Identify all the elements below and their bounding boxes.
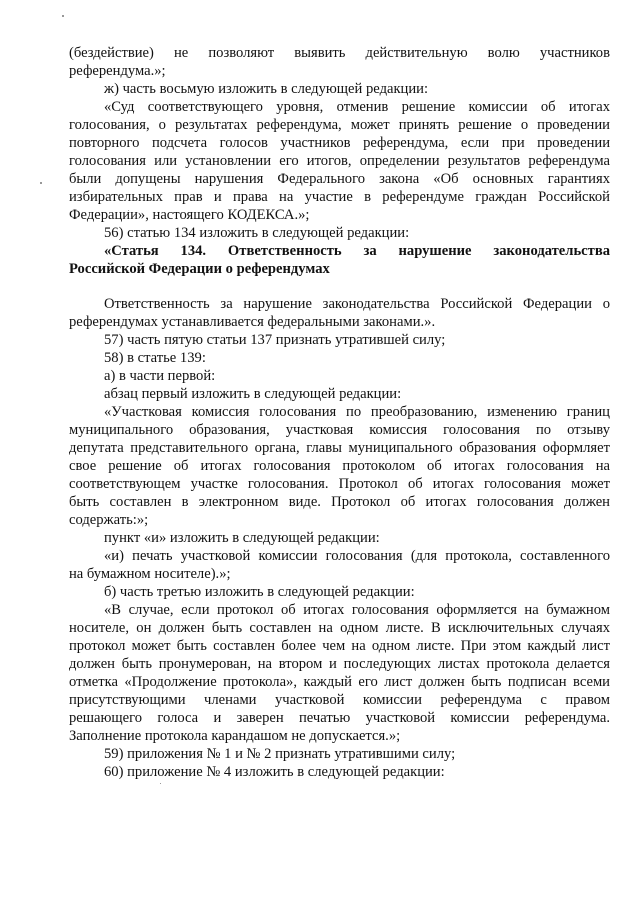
text-line: а) в части первой: xyxy=(104,368,216,384)
text-line: избирательных прав и права на участие в референдуме граждан Российской xyxy=(69,189,610,205)
text-line: на бумажном носителе).»; xyxy=(69,566,231,582)
text-line: абзац первый изложить в следующей редакции: xyxy=(104,386,402,402)
text-line: голосования или установлении его итогов, определении результатов референдума xyxy=(69,153,610,169)
text-line: свое решение об итогах голосования протоколом об итогах голосования на xyxy=(69,458,610,474)
text-line: депутата представительного органа, главы муниципального образования оформляет xyxy=(69,440,610,456)
text-line: «Суд соответствующего уровня, отменив решение комиссии об итогах xyxy=(104,99,610,115)
text-line: муниципального образования, участковая комиссия голосования по отзыву xyxy=(69,422,610,438)
text-line: решающего голоса и заверен печатью участковой комиссии референдума. xyxy=(69,710,610,726)
text-line: быть составлен в электронном виде. Протокол об итогах голосования должен xyxy=(69,494,610,510)
text-line: отметка «Продолжение протокола», каждый его лист должен быть подписан всеми xyxy=(69,674,610,690)
text-line: 57) часть пятую статьи 137 признать утратившей силу; xyxy=(104,332,446,348)
text-line: референдума.»; xyxy=(69,63,166,79)
text-line: 60) приложение № 4 изложить в следующей редакции: xyxy=(104,764,445,780)
text-line: ж) часть восьмую изложить в следующей редакции: xyxy=(104,81,429,97)
text-line: протокол может быть составлен более чем на одном листе. При этом каждый лист xyxy=(69,638,610,654)
text-line: пункт «и» изложить в следующей редакции: xyxy=(104,530,380,546)
text-line: «В случае, если протокол об итогах голосования оформляется на бумажном xyxy=(104,602,610,618)
text-line: 56) статью 134 изложить в следующей редакции: xyxy=(104,225,410,241)
text-line: Ответственность за нарушение законодательства Российской Федерации о xyxy=(104,296,610,312)
text-line: должен быть пронумерован, на втором и последующих листах протокола делается xyxy=(69,656,610,672)
text-line: повторного подсчета голосов участников референдума, если при проведении xyxy=(69,135,610,151)
text-line: «и) печать участковой комиссии голосования (для протокола, составленного xyxy=(104,548,610,564)
text-line: Заполнение протокола карандашом не допускается.»; xyxy=(69,728,401,744)
text-line: (бездействие) не позволяют выявить действительную волю участников xyxy=(69,45,610,61)
text-line: соответствующем участке голосования. Протокол об итогах голосования может xyxy=(69,476,610,492)
text-line: референдумах устанавливается федеральными законами.». xyxy=(69,314,436,330)
article-heading: Российской Федерации о референдумах xyxy=(69,261,330,277)
text-line: содержать:»; xyxy=(69,512,149,528)
text-line: Федерации», настоящего КОДЕКСА.»; xyxy=(69,207,310,223)
scan-speck xyxy=(160,783,161,784)
article-heading: «Статья 134. Ответственность за нарушение законодательства xyxy=(104,243,610,259)
text-line: голосования, о результатах референдума, может принять решение о проведении xyxy=(69,117,610,133)
text-line: «Участковая комиссия голосования по преобразованию, изменению границ xyxy=(104,404,610,420)
text-line: носителе, он должен быть составлен на одном листе. В исключительных случаях xyxy=(69,620,610,636)
text-line: б) часть третью изложить в следующей редакции: xyxy=(104,584,415,600)
text-line: присутствующими членами участковой комиссии референдума с правом xyxy=(69,692,610,708)
scan-speck xyxy=(40,182,42,184)
text-line: 59) приложения № 1 и № 2 признать утратившими силу; xyxy=(104,746,456,762)
scan-speck xyxy=(62,15,64,17)
text-line: 58) в статье 139: xyxy=(104,350,206,366)
text-line: были допущены нарушения Федерального закона «Об основных гарантиях xyxy=(69,171,610,187)
